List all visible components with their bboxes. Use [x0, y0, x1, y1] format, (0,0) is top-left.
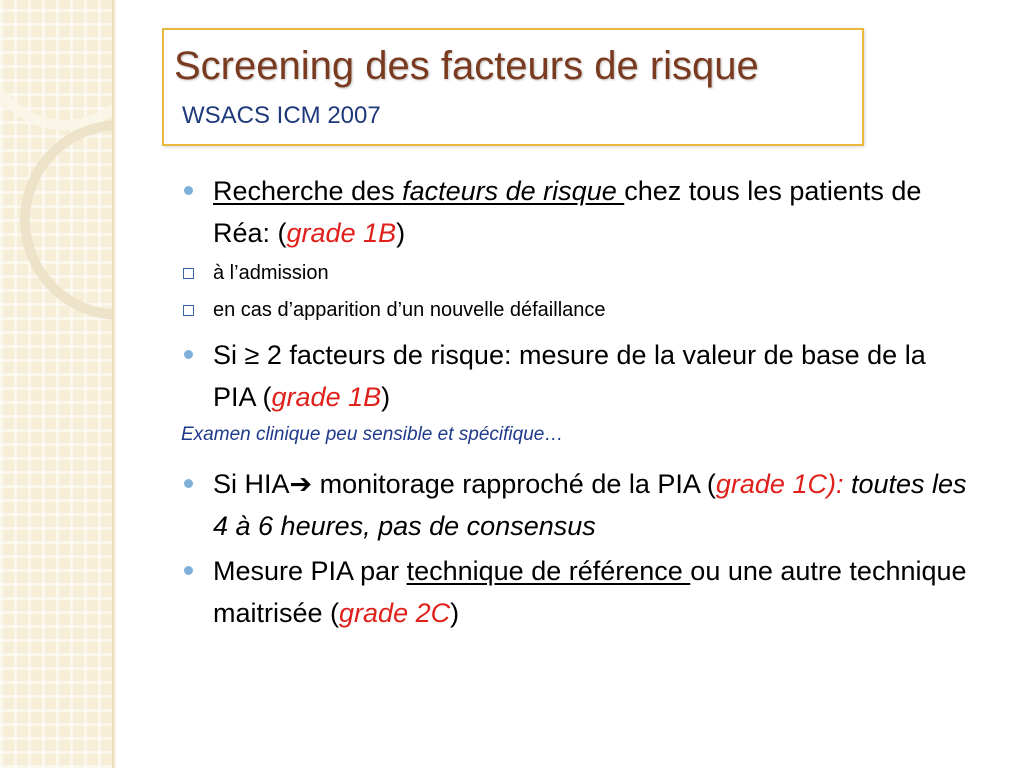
text-segment: Mesure PIA par [213, 556, 407, 586]
slide-title: Screening des facteurs de risque [174, 44, 759, 88]
text-segment: à l’admission [213, 262, 329, 284]
checkbox-bullet-icon [183, 268, 194, 279]
bullet-item [181, 170, 971, 254]
bullet-item [181, 463, 971, 547]
grade-label: grade 1C): [715, 469, 844, 499]
sub-bullet-item [181, 297, 971, 323]
text-segment: chez tous les patients de Réa: ( [213, 176, 922, 248]
note-text: Examen clinique peu sensible et spécifique… [181, 424, 564, 445]
grade-label: grade 2C [339, 598, 451, 628]
decorative-ring [0, 0, 112, 130]
checkbox-bullet-icon [183, 305, 194, 316]
bullet-dot-icon [184, 566, 193, 575]
bullet-item [181, 334, 971, 418]
title-box [162, 28, 864, 146]
right-arrow-icon: ➔ [289, 469, 313, 499]
bullet-dot-icon [184, 350, 193, 359]
text-segment: en cas d’apparition d’un nouvelle défaillance [213, 299, 606, 321]
bullet-item [181, 550, 971, 634]
text-segment: Si ≥ 2 facteurs de risque: mesure de la valeur de base de la PIA ( [213, 340, 926, 412]
text-segment: Recherche des [213, 176, 403, 206]
slide-content [181, 170, 971, 637]
decorative-ring [20, 120, 112, 320]
text-segment: Si HIA [213, 469, 290, 499]
text-segment: ) [396, 218, 406, 248]
text-segment: ou une autre technique maitrisée ( [213, 556, 967, 628]
text-segment: ) [381, 382, 391, 412]
text-segment: technique de référence [406, 556, 691, 586]
sub-bullet-item [181, 260, 971, 286]
text-segment: toutes les 4 à 6 heures, pas de consensus [213, 469, 967, 541]
text-segment: facteurs de risque [402, 176, 625, 206]
bullet-dot-icon [184, 186, 193, 195]
slide-subtitle: WSACS ICM 2007 [182, 102, 381, 129]
bullet-dot-icon [184, 479, 193, 488]
grade-label: grade 1B [286, 218, 397, 248]
text-segment: ) [450, 598, 460, 628]
decorative-side-strip [0, 0, 112, 768]
grade-label: grade 1B [271, 382, 382, 412]
side-strip-edge [112, 0, 116, 768]
text-segment: monitorage rapproché de la PIA ( [312, 469, 716, 499]
